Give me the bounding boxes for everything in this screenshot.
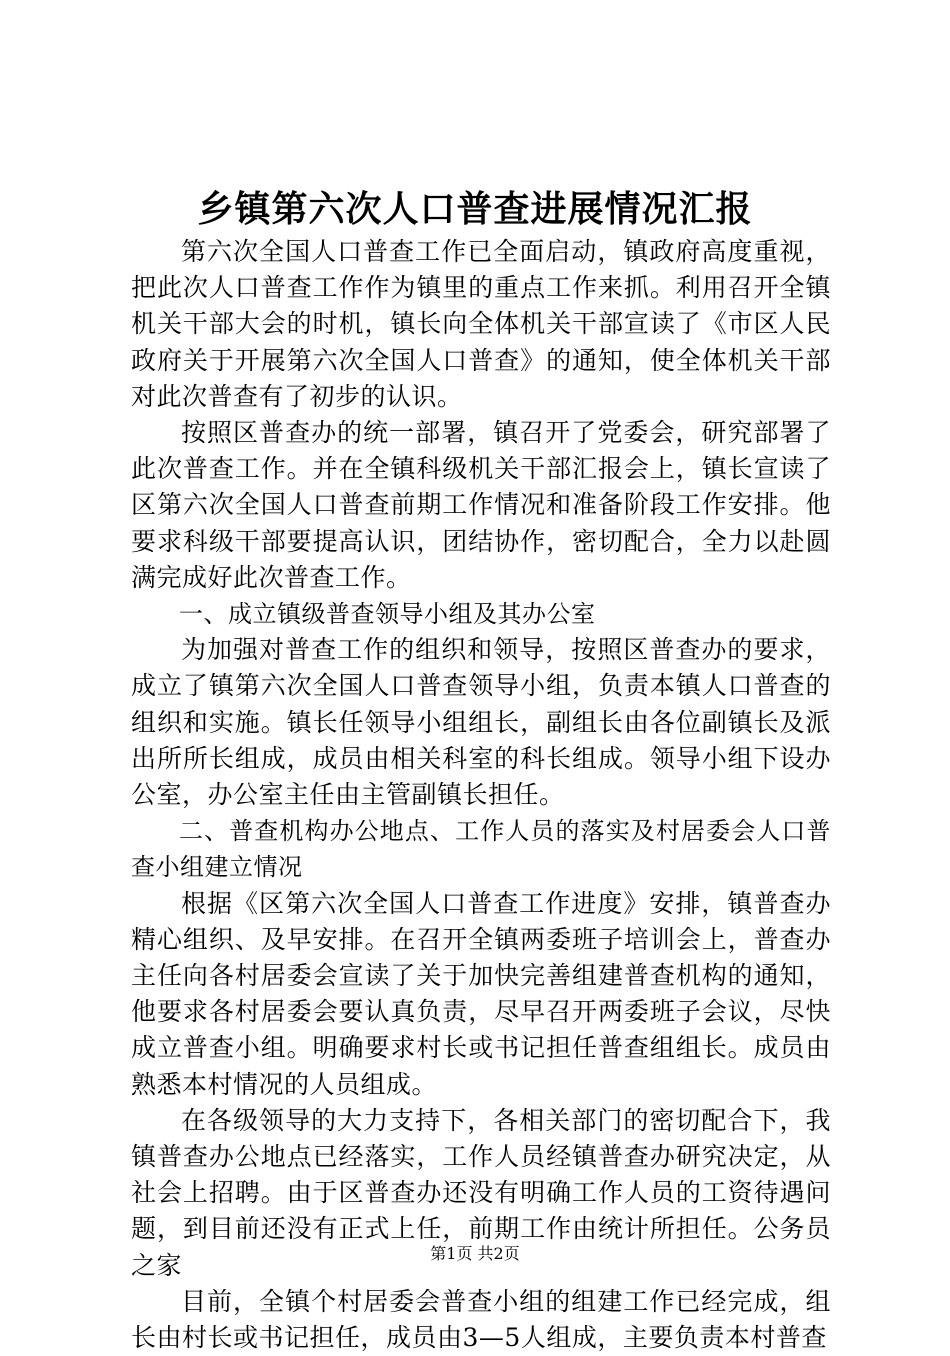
paragraph: 第六次全国人口普查工作已全面启动，镇政府高度重视，把此次人口普查工作作为镇里的重点工作来抓。利用召开全镇机关干部大会的时机，镇长向全体机关干部宣读了《市区人民政府关于开展第六次全国人口普查》的通知，使全体机关干部对此次普查有了初步的认识。 — [131, 237, 831, 411]
paragraph: 根据《区第六次全国人口普查工作进度》安排，镇普查办精心组织、及早安排。在召开全镇两委班子培训会上，普查办主任向各村居委会宣读了关于加快完善组建普查机构的通知，他要求各村居委会要认真负责，尽早召开两委班子会议，尽快成立普查小组。明确要求村长或书记担任普查组组长。成员由熟悉本村情况的人员组成。 — [131, 888, 831, 1099]
paragraph: 为加强对普查工作的组织和领导，按照区普查办的要求，成立了镇第六次全国人口普查领导小组，负责本镇人口普查的组织和实施。镇长任领导小组组长，副组长由各位副镇长及派出所所长组成，成员由相关科室的科长组成。领导小组下设办公室，办公室主任由主管副镇长担任。 — [131, 635, 831, 810]
document-title: 乡镇第六次人口普查进展情况汇报 — [197, 188, 753, 230]
paragraph: 按照区普查办的统一部署，镇召开了党委会，研究部署了此次普查工作。并在全镇科级机关干部汇报会上，镇长宣读了区第六次全国人口普查前期工作情况和准备阶段工作安排。他要求科级干部要提高认识，团结协作，密切配合，全力以赴圆满完成好此次普查工作。 — [131, 418, 831, 592]
page-footer: 第1页 共2页 — [430, 1244, 520, 1263]
paragraph: 目前，全镇个村居委会普查小组的组建工作已经完成，组长由村长或书记担任，成员由3—5人组成，主要负责本村普查 — [131, 1286, 831, 1353]
document-body — [131, 234, 831, 1356]
paragraph: 在各级领导的大力支持下，各相关部门的密切配合下，我镇普查办公地点已经落实，工作人员经镇普查办研究决定，从社会上招聘。由于区普查办还没有明确工作人员的工资待遇问题，到目前还没有正式上任，前期工作由统计所担任。公务员之家 — [131, 1105, 831, 1280]
section-heading: 一、成立镇级普查领导小组及其办公室 — [179, 600, 596, 629]
section-heading: 二、普查机构办公地点、工作人员的落实及村居委会人口普查小组建立情况 — [131, 817, 831, 882]
